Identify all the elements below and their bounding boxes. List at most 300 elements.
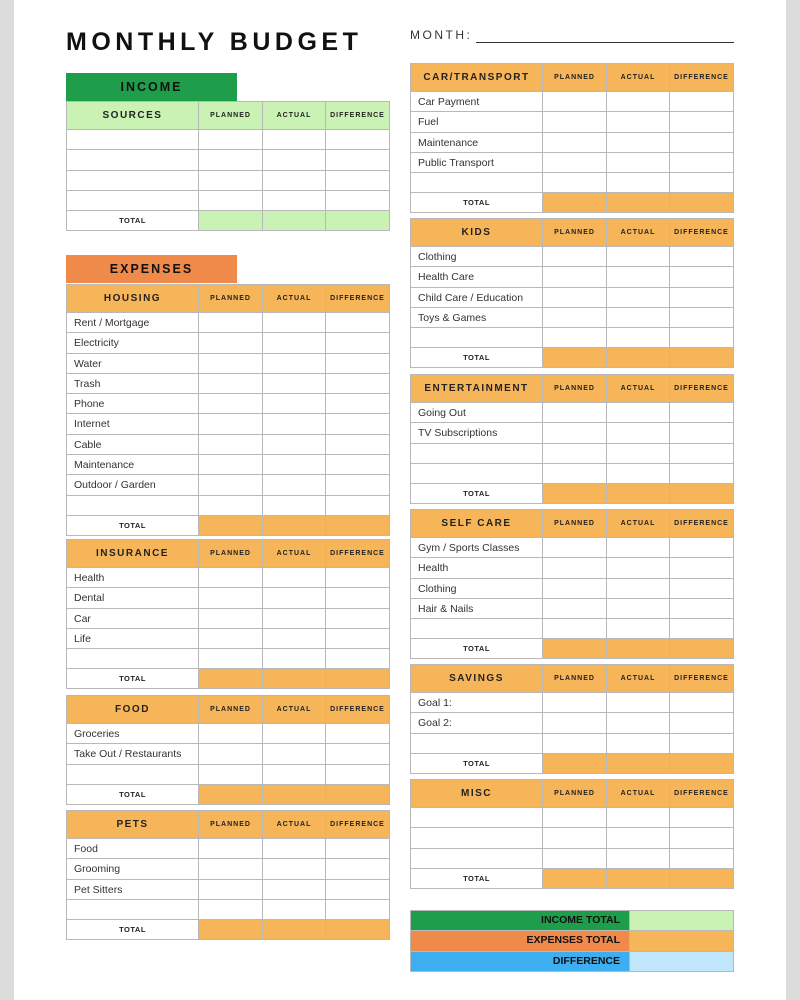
planned-header: PLANNED <box>199 285 263 313</box>
actual-total-cell[interactable] <box>607 754 670 774</box>
planned-cell[interactable] <box>543 579 607 599</box>
planned-cell[interactable] <box>199 629 263 649</box>
difference-header: DIFFERENCE <box>326 102 390 130</box>
planned-cell[interactable] <box>543 808 607 828</box>
planned-cell[interactable] <box>199 333 263 353</box>
actual-cell[interactable] <box>263 859 326 879</box>
section-title-misc: MISC <box>411 780 543 808</box>
actual-cell[interactable] <box>263 629 326 649</box>
actual-header: ACTUAL <box>607 665 670 693</box>
row-label: Goal 2: <box>411 713 543 733</box>
difference-cell[interactable] <box>670 599 734 619</box>
planned-cell[interactable] <box>543 538 607 558</box>
page-title: MONTHLY BUDGET <box>66 28 363 56</box>
difference-cell[interactable] <box>326 313 390 333</box>
row-label: Take Out / Restaurants <box>67 744 199 764</box>
actual-total-cell[interactable] <box>607 869 670 889</box>
difference-cell[interactable] <box>326 130 390 150</box>
table-header <box>411 510 734 538</box>
actual-cell[interactable] <box>607 92 670 112</box>
row-label: Car Payment <box>411 92 543 112</box>
actual-cell[interactable] <box>263 354 326 374</box>
difference-cell[interactable] <box>670 444 734 464</box>
table-row <box>67 880 390 900</box>
planned-cell[interactable] <box>199 900 263 920</box>
section-title-housing: HOUSING <box>67 285 199 313</box>
row-label[interactable] <box>67 765 199 785</box>
planned-header: PLANNED <box>199 102 263 130</box>
planned-cell[interactable] <box>199 880 263 900</box>
planned-cell[interactable] <box>543 734 607 754</box>
table-row <box>411 403 734 423</box>
actual-total-cell[interactable] <box>607 193 670 213</box>
difference-cell[interactable] <box>670 288 734 308</box>
difference-cell[interactable] <box>670 423 734 443</box>
planned-total-cell[interactable] <box>543 639 607 659</box>
actual-cell[interactable] <box>263 765 326 785</box>
actual-total-cell[interactable] <box>607 639 670 659</box>
row-label[interactable] <box>411 828 543 848</box>
actual-header: ACTUAL <box>607 780 670 808</box>
actual-cell[interactable] <box>607 579 670 599</box>
table-header <box>411 219 734 247</box>
planned-cell[interactable] <box>543 267 607 287</box>
actual-header: ACTUAL <box>607 219 670 247</box>
difference-value[interactable] <box>630 952 734 972</box>
difference-cell[interactable] <box>326 475 390 495</box>
planned-header: PLANNED <box>543 780 607 808</box>
planned-cell[interactable] <box>199 130 263 150</box>
actual-cell[interactable] <box>607 619 670 639</box>
row-label[interactable] <box>411 328 543 348</box>
actual-cell[interactable] <box>607 808 670 828</box>
row-label[interactable] <box>411 464 543 484</box>
actual-total-cell[interactable] <box>263 920 326 940</box>
actual-cell[interactable] <box>263 313 326 333</box>
planned-total-cell[interactable] <box>199 516 263 536</box>
planned-cell[interactable] <box>199 394 263 414</box>
difference-total-cell[interactable] <box>326 211 390 231</box>
actual-cell[interactable] <box>263 150 326 170</box>
planned-cell[interactable] <box>543 133 607 153</box>
table-car-transport <box>410 63 734 213</box>
actual-cell[interactable] <box>263 649 326 669</box>
table-kids <box>410 218 734 368</box>
difference-cell[interactable] <box>670 247 734 267</box>
planned-total-cell[interactable] <box>543 348 607 368</box>
planned-cell[interactable] <box>543 693 607 713</box>
row-label: Dental <box>67 588 199 608</box>
row-label: Maintenance <box>67 455 199 475</box>
planned-cell[interactable] <box>199 724 263 744</box>
actual-cell[interactable] <box>263 900 326 920</box>
actual-cell[interactable] <box>263 568 326 588</box>
difference-cell[interactable] <box>326 765 390 785</box>
planned-header: PLANNED <box>543 510 607 538</box>
planned-total-cell[interactable] <box>543 193 607 213</box>
planned-cell[interactable] <box>199 150 263 170</box>
planned-total-cell[interactable] <box>543 869 607 889</box>
actual-cell[interactable] <box>607 423 670 443</box>
planned-cell[interactable] <box>199 649 263 669</box>
difference-cell[interactable] <box>670 734 734 754</box>
row-label: Maintenance <box>411 133 543 153</box>
table-misc <box>410 779 734 889</box>
total-label: TOTAL <box>67 785 199 805</box>
planned-cell[interactable] <box>199 313 263 333</box>
difference-cell[interactable] <box>670 153 734 173</box>
planned-cell[interactable] <box>543 849 607 869</box>
actual-cell[interactable] <box>263 414 326 434</box>
difference-cell[interactable] <box>326 649 390 669</box>
planned-cell[interactable] <box>543 308 607 328</box>
table-header <box>67 696 390 724</box>
actual-cell[interactable] <box>607 288 670 308</box>
actual-cell[interactable] <box>263 435 326 455</box>
actual-total-cell[interactable] <box>263 516 326 536</box>
table-row <box>67 588 390 608</box>
actual-total-cell[interactable] <box>263 785 326 805</box>
actual-cell[interactable] <box>607 173 670 193</box>
difference-cell[interactable] <box>326 839 390 859</box>
planned-cell[interactable] <box>199 839 263 859</box>
table-header <box>411 64 734 92</box>
section-title-food: FOOD <box>67 696 199 724</box>
actual-cell[interactable] <box>607 734 670 754</box>
table-header <box>411 665 734 693</box>
difference-cell[interactable] <box>326 455 390 475</box>
difference-cell[interactable] <box>326 354 390 374</box>
planned-total-cell[interactable] <box>543 754 607 774</box>
difference-cell[interactable] <box>326 629 390 649</box>
row-label: Internet <box>67 414 199 434</box>
difference-cell[interactable] <box>670 328 734 348</box>
section-title-savings: SAVINGS <box>411 665 543 693</box>
difference-cell[interactable] <box>326 900 390 920</box>
difference-header: DIFFERENCE <box>670 64 734 92</box>
expenses-tag: EXPENSES <box>66 255 237 283</box>
planned-header: PLANNED <box>543 64 607 92</box>
table-row <box>411 808 734 828</box>
row-label: TV Subscriptions <box>411 423 543 443</box>
planned-cell[interactable] <box>543 153 607 173</box>
difference-cell[interactable] <box>670 133 734 153</box>
difference-cell[interactable] <box>326 724 390 744</box>
difference-header: DIFFERENCE <box>670 375 734 403</box>
difference-cell[interactable] <box>670 464 734 484</box>
table-row <box>411 849 734 869</box>
expenses-total-value[interactable] <box>630 931 734 951</box>
difference-cell[interactable] <box>670 173 734 193</box>
planned-cell[interactable] <box>543 599 607 619</box>
planned-cell[interactable] <box>543 403 607 423</box>
planned-cell[interactable] <box>199 859 263 879</box>
difference-cell[interactable] <box>670 558 734 578</box>
row-label: Goal 1: <box>411 693 543 713</box>
actual-total-cell[interactable] <box>263 211 326 231</box>
section-title-kids: KIDS <box>411 219 543 247</box>
difference-total-cell[interactable] <box>326 669 390 689</box>
planned-total-cell[interactable] <box>199 211 263 231</box>
total-label: TOTAL <box>411 348 543 368</box>
row-label: Grooming <box>67 859 199 879</box>
actual-cell[interactable] <box>263 191 326 211</box>
row-label: Public Transport <box>411 153 543 173</box>
planned-cell[interactable] <box>199 588 263 608</box>
actual-header: ACTUAL <box>263 102 326 130</box>
planned-cell[interactable] <box>543 444 607 464</box>
total-label: TOTAL <box>411 754 543 774</box>
row-label: Fuel <box>411 112 543 132</box>
actual-cell[interactable] <box>263 588 326 608</box>
actual-cell[interactable] <box>263 394 326 414</box>
actual-cell[interactable] <box>607 328 670 348</box>
row-label[interactable] <box>411 734 543 754</box>
planned-cell[interactable] <box>199 568 263 588</box>
month-input-line[interactable] <box>476 42 734 43</box>
total-row <box>411 484 734 504</box>
row-label: Trash <box>67 374 199 394</box>
planned-cell[interactable] <box>543 92 607 112</box>
actual-header: ACTUAL <box>263 285 326 313</box>
row-label: Health <box>411 558 543 578</box>
row-label: Clothing <box>411 579 543 599</box>
planned-cell[interactable] <box>543 112 607 132</box>
actual-cell[interactable] <box>607 403 670 423</box>
difference-cell[interactable] <box>326 880 390 900</box>
section-title-pets: PETS <box>67 811 199 839</box>
difference-total-cell[interactable] <box>670 639 734 659</box>
actual-cell[interactable] <box>607 599 670 619</box>
total-row <box>67 669 390 689</box>
table-self-care <box>410 509 734 659</box>
row-label[interactable] <box>411 849 543 869</box>
planned-header: PLANNED <box>199 696 263 724</box>
difference-cell[interactable] <box>670 619 734 639</box>
difference-cell[interactable] <box>326 744 390 764</box>
difference-cell[interactable] <box>670 92 734 112</box>
actual-cell[interactable] <box>607 464 670 484</box>
row-label[interactable] <box>67 130 199 150</box>
expenses-total-label: EXPENSES TOTAL <box>411 931 630 951</box>
difference-cell[interactable] <box>326 191 390 211</box>
total-row <box>411 869 734 889</box>
actual-cell[interactable] <box>263 609 326 629</box>
actual-cell[interactable] <box>263 744 326 764</box>
actual-cell[interactable] <box>263 130 326 150</box>
row-label[interactable] <box>411 444 543 464</box>
actual-cell[interactable] <box>607 849 670 869</box>
row-label[interactable] <box>67 191 199 211</box>
row-label: Health <box>67 568 199 588</box>
difference-cell[interactable] <box>326 609 390 629</box>
difference-cell[interactable] <box>326 171 390 191</box>
planned-cell[interactable] <box>543 619 607 639</box>
row-label[interactable] <box>67 171 199 191</box>
actual-cell[interactable] <box>263 880 326 900</box>
planned-cell[interactable] <box>199 744 263 764</box>
row-label[interactable] <box>67 150 199 170</box>
planned-total-cell[interactable] <box>199 669 263 689</box>
actual-cell[interactable] <box>607 693 670 713</box>
planned-cell[interactable] <box>543 828 607 848</box>
table-pets <box>66 810 390 940</box>
total-label: TOTAL <box>411 639 543 659</box>
planned-cell[interactable] <box>199 609 263 629</box>
actual-cell[interactable] <box>607 713 670 733</box>
actual-cell[interactable] <box>607 267 670 287</box>
difference-cell[interactable] <box>326 374 390 394</box>
row-label: Rent / Mortgage <box>67 313 199 333</box>
planned-cell[interactable] <box>199 765 263 785</box>
row-label[interactable] <box>67 649 199 669</box>
planned-cell[interactable] <box>543 464 607 484</box>
difference-total-cell[interactable] <box>326 920 390 940</box>
difference-cell[interactable] <box>326 394 390 414</box>
actual-cell[interactable] <box>607 538 670 558</box>
planned-cell[interactable] <box>199 191 263 211</box>
planned-cell[interactable] <box>543 558 607 578</box>
row-label[interactable] <box>411 619 543 639</box>
row-label[interactable] <box>411 808 543 828</box>
actual-cell[interactable] <box>607 112 670 132</box>
table-header <box>67 811 390 839</box>
table-row <box>411 153 734 173</box>
planned-cell[interactable] <box>543 288 607 308</box>
section-title-insurance: INSURANCE <box>67 540 199 568</box>
actual-cell[interactable] <box>607 308 670 328</box>
actual-cell[interactable] <box>607 558 670 578</box>
actual-cell[interactable] <box>607 247 670 267</box>
difference-cell[interactable] <box>670 849 734 869</box>
table-header <box>411 375 734 403</box>
difference-cell[interactable] <box>670 713 734 733</box>
difference-cell[interactable] <box>326 588 390 608</box>
row-label: Water <box>67 354 199 374</box>
table-row <box>411 464 734 484</box>
row-label: Hair & Nails <box>411 599 543 619</box>
table-row <box>411 247 734 267</box>
actual-total-cell[interactable] <box>607 348 670 368</box>
actual-cell[interactable] <box>263 171 326 191</box>
row-label[interactable] <box>67 496 199 516</box>
difference-total-cell[interactable] <box>326 785 390 805</box>
difference-cell[interactable] <box>326 859 390 879</box>
difference-header: DIFFERENCE <box>670 665 734 693</box>
total-label: TOTAL <box>67 211 199 231</box>
difference-cell[interactable] <box>326 435 390 455</box>
difference-cell[interactable] <box>670 308 734 328</box>
difference-total-cell[interactable] <box>326 516 390 536</box>
difference-cell[interactable] <box>326 496 390 516</box>
total-label: TOTAL <box>411 193 543 213</box>
actual-cell[interactable] <box>263 475 326 495</box>
total-row <box>411 639 734 659</box>
table-row <box>67 649 390 669</box>
planned-cell[interactable] <box>543 173 607 193</box>
row-label[interactable] <box>67 900 199 920</box>
planned-cell[interactable] <box>199 496 263 516</box>
actual-cell[interactable] <box>607 153 670 173</box>
table-header <box>411 780 734 808</box>
actual-cell[interactable] <box>263 333 326 353</box>
difference-total-cell[interactable] <box>670 869 734 889</box>
summary-table <box>410 910 734 972</box>
actual-header: ACTUAL <box>263 811 326 839</box>
table-row <box>67 724 390 744</box>
difference-cell[interactable] <box>670 112 734 132</box>
total-row <box>67 211 390 231</box>
difference-header: DIFFERENCE <box>670 219 734 247</box>
table-row <box>67 435 390 455</box>
planned-total-cell[interactable] <box>199 785 263 805</box>
actual-cell[interactable] <box>263 455 326 475</box>
summary-expenses-row <box>411 931 734 951</box>
planned-cell[interactable] <box>199 414 263 434</box>
difference-total-cell[interactable] <box>670 193 734 213</box>
table-row <box>411 599 734 619</box>
planned-total-cell[interactable] <box>543 484 607 504</box>
planned-cell[interactable] <box>543 328 607 348</box>
total-row <box>411 193 734 213</box>
table-row <box>67 900 390 920</box>
planned-cell[interactable] <box>543 423 607 443</box>
planned-cell[interactable] <box>543 713 607 733</box>
actual-cell[interactable] <box>263 374 326 394</box>
difference-total-cell[interactable] <box>670 348 734 368</box>
actual-cell[interactable] <box>263 839 326 859</box>
difference-cell[interactable] <box>670 579 734 599</box>
income-total-value[interactable] <box>630 911 734 931</box>
difference-cell[interactable] <box>670 828 734 848</box>
planned-cell[interactable] <box>543 247 607 267</box>
total-row <box>67 785 390 805</box>
difference-total-cell[interactable] <box>670 754 734 774</box>
actual-cell[interactable] <box>607 133 670 153</box>
row-label[interactable] <box>411 173 543 193</box>
difference-total-cell[interactable] <box>670 484 734 504</box>
difference-cell[interactable] <box>326 568 390 588</box>
section-title-car-transport: CAR/TRANSPORT <box>411 64 543 92</box>
actual-cell[interactable] <box>263 724 326 744</box>
planned-cell[interactable] <box>199 171 263 191</box>
actual-total-cell[interactable] <box>263 669 326 689</box>
difference-cell[interactable] <box>326 333 390 353</box>
planned-cell[interactable] <box>199 354 263 374</box>
difference-cell[interactable] <box>670 693 734 713</box>
actual-total-cell[interactable] <box>607 484 670 504</box>
planned-header: PLANNED <box>199 540 263 568</box>
table-entertainment <box>410 374 734 504</box>
difference-cell[interactable] <box>326 150 390 170</box>
difference-cell[interactable] <box>670 403 734 423</box>
planned-cell[interactable] <box>199 475 263 495</box>
row-label: Toys & Games <box>411 308 543 328</box>
difference-cell[interactable] <box>670 538 734 558</box>
difference-cell[interactable] <box>670 808 734 828</box>
actual-cell[interactable] <box>263 496 326 516</box>
planned-total-cell[interactable] <box>199 920 263 940</box>
actual-cell[interactable] <box>607 444 670 464</box>
actual-cell[interactable] <box>607 828 670 848</box>
difference-cell[interactable] <box>670 267 734 287</box>
difference-cell[interactable] <box>326 414 390 434</box>
difference-header: DIFFERENCE <box>670 780 734 808</box>
planned-cell[interactable] <box>199 455 263 475</box>
table-row <box>67 313 390 333</box>
planned-cell[interactable] <box>199 374 263 394</box>
planned-cell[interactable] <box>199 435 263 455</box>
